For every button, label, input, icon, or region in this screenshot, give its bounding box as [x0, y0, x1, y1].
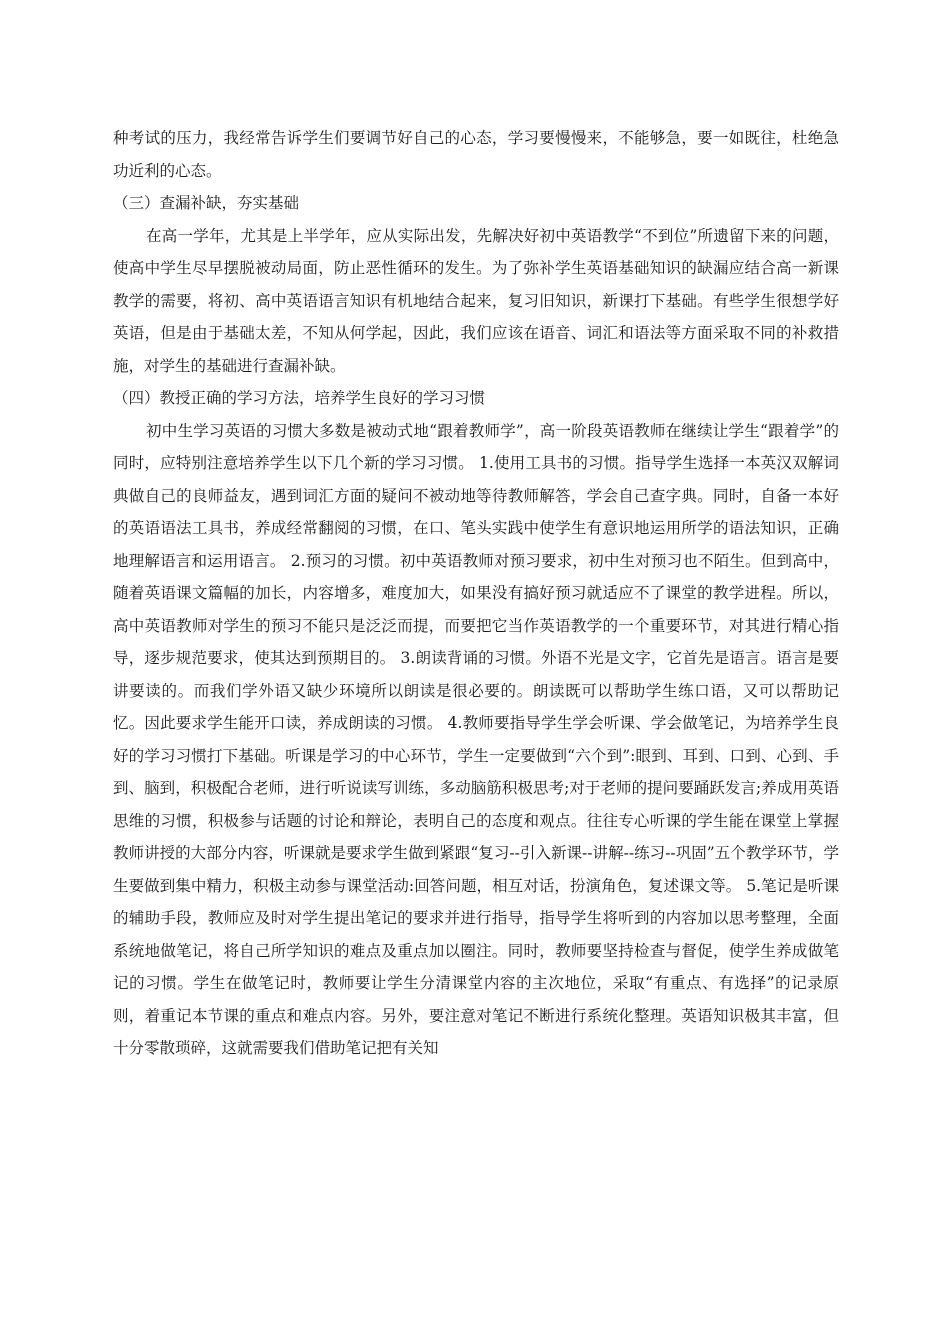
document-body	[113, 122, 839, 1065]
paragraph-continued: 种考试的压力，我经常告诉学生们要调节好自己的心态，学习要慢慢来，不能够急，要一如既往，杜绝急功近利的心态。	[113, 129, 839, 180]
paragraph-section-4: 初中生学习英语的习惯大多数是被动式地“跟着教师学”，高一阶段英语教师在继续让学生“跟着学”的同时，应特别注意培养学生以下几个新的学习习惯。 1.使用工具书的习惯。指导学生选择一本英汉双解词典做自己的良师益友，遇到词汇方面的疑问不被动地等待教师解答，学会自己查字典。同时，自备一本好的英语语法工具书，养成经常翻阅的习惯，在口、笔头实践中使学生有意识地运用所学的语法知识，正确地理解语言和运用语言。 2.预习的习惯。初中英语教师对预习要求，初中生对预习也不陌生。但到高中，随着英语课文篇幅的加长，内容增多，难度加大，如果没有搞好预习就适应不了课堂的教学进程。所以，高中英语教师对学生的预习不能只是泛泛而提，而要把它当作英语教学的一个重要环节，对其进行精心指导，逐步规范要求，使其达到预期目的。 3.朗读背诵的习惯。外语不光是文字，它首先是语言。语言是要讲要读的。而我们学外语又缺少环境所以朗读是很必要的。朗读既可以帮助学生练口语，又可以帮助记忆。因此要求学生能开口读，养成朗读的习惯。 4.教师要指导学生学会听课、学会做笔记，为培养学生良好的学习习惯打下基础。听课是学习的中心环节，学生一定要做到“六个到”:眼到、耳到、口到、心到、手到、脑到，积极配合老师，进行听说读写训练，多动脑筋积极思考;对于老师的提问要踊跃发言;养成用英语思维的习惯，积极参与话题的讨论和辩论，表明自己的态度和观点。往往专心听课的学生能在课堂上掌握教师讲授的大部分内容，听课就是要求学生做到紧跟“复习--引入新课--讲解--练习--巩固”五个教学环节，学生要做到集中精力，积极主动参与课堂活动:回答问题，相互对话，扮演角色，复述课文等。 5.笔记是听课的辅助手段，教师应及时对学生提出笔记的要求并进行指导，指导学生将听到的内容加以思考整理，全面系统地做笔记，将自己所学知识的难点及重点加以圈注。同时，教师要坚持检查与督促，使学生养成做笔记的习惯。学生在做笔记时，教师要让学生分清课堂内容的主次地位，采取“有重点、有选择”的记录原则，着重记本节课的重点和难点内容。另外，要注意对笔记不断进行系统化整理。英语知识极其丰富，但十分零散琐碎，这就需要我们借助笔记把有关知	[113, 421, 839, 1057]
paragraph-section-3: 在高一学年，尤其是上半学年，应从实际出发，先解决好初中英语教学“不到位”所遗留下来的问题，使高中学生尽早摆脱被动局面，防止恶性循环的发生。为了弥补学生英语基础知识的缺漏应结合高一新课教学的需要，将初、高中英语语言知识有机地结合起来，复习旧知识，新课打下基础。有些学生很想学好英语，但是由于基础太差，不知从何学起，因此，我们应该在语音、词汇和语法等方面采取不同的补救措施，对学生的基础进行查漏补缺。	[113, 226, 839, 375]
section-heading-4: （四）教授正确的学习方法，培养学生良好的学习习惯	[113, 389, 486, 407]
section-heading-3: （三）查漏补缺，夯实基础	[113, 194, 300, 212]
